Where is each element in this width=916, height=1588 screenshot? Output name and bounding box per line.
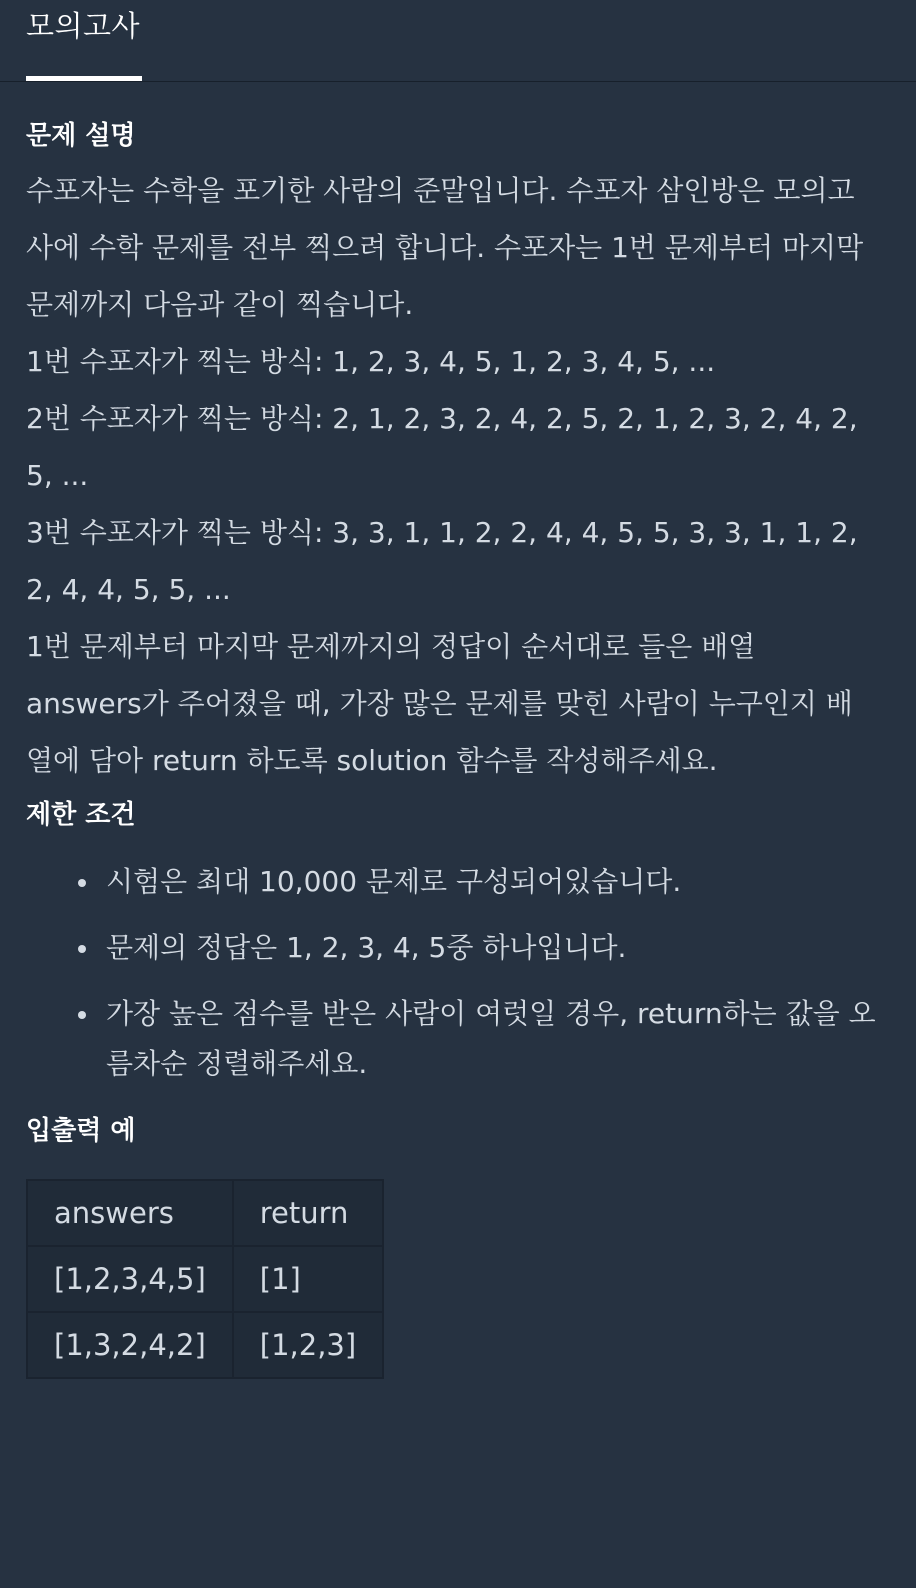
pattern-line: 1번 수포자가 찍는 방식: 1, 2, 3, 4, 5, 1, 2, 3, 4, 5, ...: [26, 345, 716, 378]
table-cell-answers: [1,3,2,4,2]: [27, 1312, 233, 1378]
table-cell-return: [1,2,3]: [233, 1312, 383, 1378]
tab-problem-title[interactable]: [26, 6, 140, 82]
problem-content: [26, 110, 876, 1379]
list-item: [106, 989, 876, 1089]
description-title: 문제 설명: [26, 121, 136, 151]
list-item: [106, 923, 876, 973]
pattern-list: [26, 333, 876, 618]
examples-title: 입출력 예: [26, 1116, 136, 1146]
column-header-return: return: [233, 1180, 383, 1246]
table-row: [27, 1312, 383, 1378]
constraint-text: 시험은 최대 10,000 문제로 구성되어있습니다.: [106, 865, 682, 898]
bullet-icon: [78, 1011, 86, 1019]
column-header-answers: answers: [27, 1180, 233, 1246]
tab-label: 모의고사: [26, 9, 141, 43]
examples-table: [26, 1179, 384, 1379]
active-tab-indicator: [26, 76, 142, 81]
constraints-title: 제한 조건: [26, 800, 136, 830]
pattern-line: 3번 수포자가 찍는 방식: 3, 3, 1, 1, 2, 2, 4, 4, 5, 5, 3, 3, 1, 1, 2, 2, 4, 4, 5, 5, ...: [26, 516, 858, 606]
table-row: [27, 1246, 383, 1312]
table-header-row: [27, 1180, 383, 1246]
table-cell-answers: [1,2,3,4,5]: [27, 1246, 233, 1312]
tab-bar: [0, 0, 916, 82]
description-paragraph: 1번 문제부터 마지막 문제까지의 정답이 순서대로 들은 배열 answers가 주어졌을 때, 가장 많은 문제를 맞힌 사람이 누구인지 배열에 담아 return 하도록 solution 함수를 작성해주세요.: [26, 630, 853, 777]
bullet-icon: [78, 879, 86, 887]
pattern-line: 2번 수포자가 찍는 방식: 2, 1, 2, 3, 2, 4, 2, 5, 2, 1, 2, 3, 2, 4, 2, 5, ...: [26, 402, 858, 492]
list-item: [106, 857, 876, 907]
table-cell-return: [1]: [233, 1246, 383, 1312]
description-paragraph: 수포자는 수학을 포기한 사람의 준말입니다. 수포자 삼인방은 모의고사에 수학 문제를 전부 찍으려 합니다. 수포자는 1번 문제부터 마지막 문제까지 다음과 같이 찍습니다.: [26, 174, 864, 321]
bullet-icon: [78, 945, 86, 953]
constraints-list: [26, 857, 876, 1089]
constraint-text: 가장 높은 점수를 받은 사람이 여럿일 경우, return하는 값을 오름차순 정렬해주세요.: [106, 997, 876, 1080]
constraint-text: 문제의 정답은 1, 2, 3, 4, 5중 하나입니다.: [106, 931, 627, 964]
